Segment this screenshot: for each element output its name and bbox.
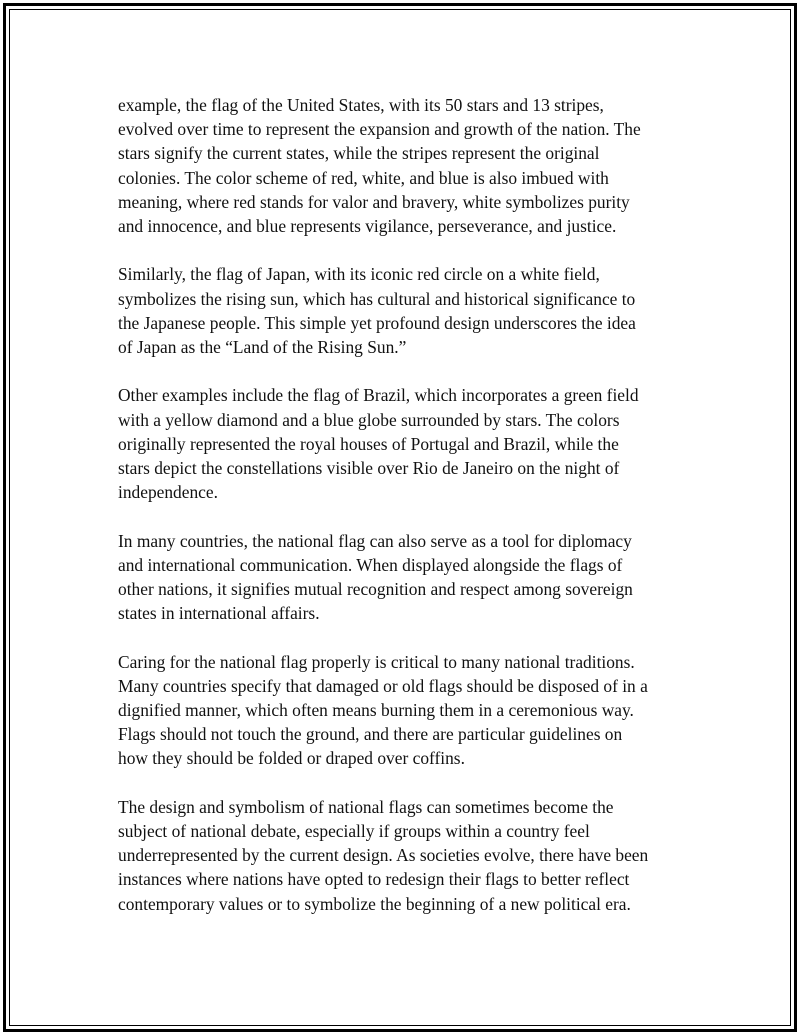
text-line: instances where nations have opted to redesign their flags to better reflect: [118, 869, 630, 890]
text-line: how they should be folded or draped over coffins.: [118, 748, 465, 769]
text-line: and international communication. When displayed alongside the flags of: [118, 554, 623, 575]
paragraph-diplomacy: [118, 529, 693, 626]
text-line: evolved over time to represent the expansion and growth of the nation. The: [118, 119, 641, 140]
paragraph-flag-care: [118, 650, 693, 771]
text-line: of Japan as the “Land of the Rising Sun.”: [118, 337, 407, 358]
text-line: with a yellow diamond and a blue globe surrounded by stars. The colors: [118, 409, 620, 430]
text-line: states in international affairs.: [118, 603, 320, 624]
text-line: the Japanese people. This simple yet profound design underscores the idea: [118, 312, 636, 333]
text-line: other nations, it signifies mutual recognition and respect among sovereign: [118, 579, 633, 600]
text-line: and innocence, and blue represents vigilance, perseverance, and justice.: [118, 216, 617, 237]
paragraph-us-flag: [118, 93, 693, 238]
text-line: stars depict the constellations visible over Rio de Janeiro on the night of: [118, 458, 620, 479]
text-line: underrepresented by the current design. As societies evolve, there have been: [118, 845, 649, 866]
paragraph-brazil-flag: [118, 383, 693, 504]
text-line: Flags should not touch the ground, and there are particular guidelines on: [118, 724, 623, 745]
text-line: Similarly, the flag of Japan, with its iconic red circle on a white field,: [118, 264, 600, 285]
text-line: contemporary values or to symbolize the beginning of a new political era.: [118, 893, 631, 914]
text-line: meaning, where red stands for valor and bravery, white symbolizes purity: [118, 191, 630, 212]
text-line: independence.: [118, 482, 218, 503]
text-line: colonies. The color scheme of red, white, and blue is also imbued with: [118, 167, 609, 188]
text-line: subject of national debate, especially if groups within a country feel: [118, 821, 590, 842]
text-line: dignified manner, which often means burning them in a ceremonious way.: [118, 700, 634, 721]
text-line: The design and symbolism of national flags can sometimes become the: [118, 796, 614, 817]
text-line: Caring for the national flag properly is critical to many national traditions.: [118, 651, 635, 672]
text-line: symbolizes the rising sun, which has cultural and historical significance to: [118, 288, 636, 309]
text-line: stars signify the current states, while the stripes represent the original: [118, 143, 600, 164]
paragraph-japan-flag: [118, 262, 693, 359]
text-line: originally represented the royal houses of Portugal and Brazil, while the: [118, 433, 619, 454]
text-line: example, the flag of the United States, with its 50 stars and 13 stripes,: [118, 95, 604, 115]
text-line: Other examples include the flag of Brazil, which incorporates a green field: [118, 385, 639, 406]
paragraph-design-debate: [118, 795, 693, 916]
text-line: In many countries, the national flag can also serve as a tool for diplomacy: [118, 530, 632, 551]
document-body: [118, 93, 693, 940]
text-line: Many countries specify that damaged or old flags should be disposed of in a: [118, 675, 648, 696]
